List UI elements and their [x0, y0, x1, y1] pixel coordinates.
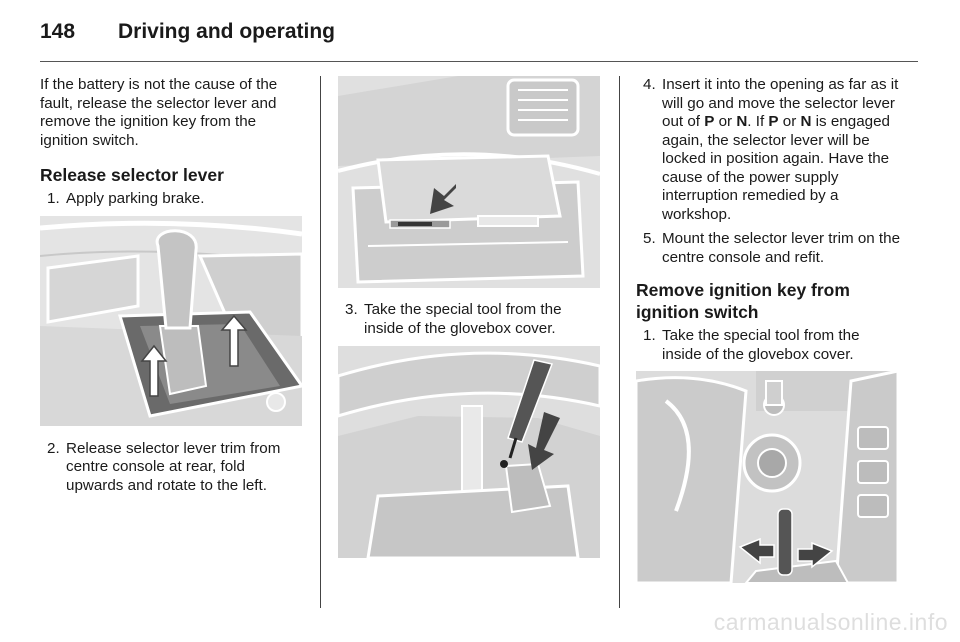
- ignition-switch-illustration: [636, 371, 898, 583]
- selector-lever-illustration: [40, 216, 302, 426]
- step-text: Apply parking brake.: [66, 190, 205, 207]
- step-3-take-special-tool: [338, 301, 602, 338]
- step-number: 4.: [643, 76, 656, 93]
- step-number: 2.: [47, 439, 60, 457]
- column-divider-2: [619, 76, 620, 608]
- column-divider-1: [320, 76, 321, 608]
- step-text: Release selector lever trim from centre console at rear, fold upwards and rotate to the left.: [66, 439, 281, 494]
- step-text-a: Insert it into the opening as far as it will go and move the selector lever out of: [662, 76, 899, 130]
- step-number: 1.: [643, 327, 656, 344]
- column-3: [636, 76, 902, 583]
- special-tool-insertion-illustration: [338, 346, 600, 558]
- intro-paragraph: If the battery is not the cause of the fault, release the selector lever and remove the ignition key from the ignition switch.: [40, 76, 278, 149]
- step-number: 1.: [47, 190, 60, 207]
- step-number: 3.: [345, 301, 358, 318]
- glovebox-illustration: [338, 76, 600, 288]
- gear-p: P: [768, 113, 779, 130]
- gear-n: N: [736, 113, 748, 130]
- section-title: Driving and operating: [118, 20, 336, 43]
- step-text: Take the special tool from the inside of the glovebox cover.: [364, 301, 562, 337]
- step-text-or: or: [778, 113, 801, 130]
- step-5-mount-trim: [636, 230, 902, 267]
- step-1-take-special-tool: [636, 327, 902, 364]
- column-2: [338, 76, 602, 558]
- step-text-or: or: [714, 113, 737, 130]
- gear-n: N: [800, 113, 812, 130]
- gear-p: P: [704, 113, 715, 130]
- step-text: Take the special tool from the inside of the glovebox cover.: [662, 327, 860, 363]
- step-4-insert-tool: [636, 76, 902, 224]
- page-number: 148: [40, 20, 76, 43]
- step-text: Mount the selector lever trim on the centre console and refit.: [662, 230, 901, 266]
- header-divider: [40, 61, 918, 62]
- watermark: carmanualsonline.info: [713, 609, 948, 635]
- column-1: [40, 76, 304, 495]
- heading-remove-ignition-key: Remove ignition key from ignition switch: [636, 280, 850, 322]
- step-text-b: . If: [747, 113, 769, 130]
- page-header: [40, 20, 918, 60]
- step-2-release-trim: [40, 440, 304, 496]
- step-1-apply-parking-brake: [40, 190, 304, 209]
- step-number: 5.: [643, 230, 656, 247]
- step-text-c: is engaged again, the selector lever will be locked in position again. Have the cause of the power supply interruption remedied by a workshop.: [662, 113, 890, 223]
- heading-release-selector-lever: Release selector lever: [40, 165, 224, 185]
